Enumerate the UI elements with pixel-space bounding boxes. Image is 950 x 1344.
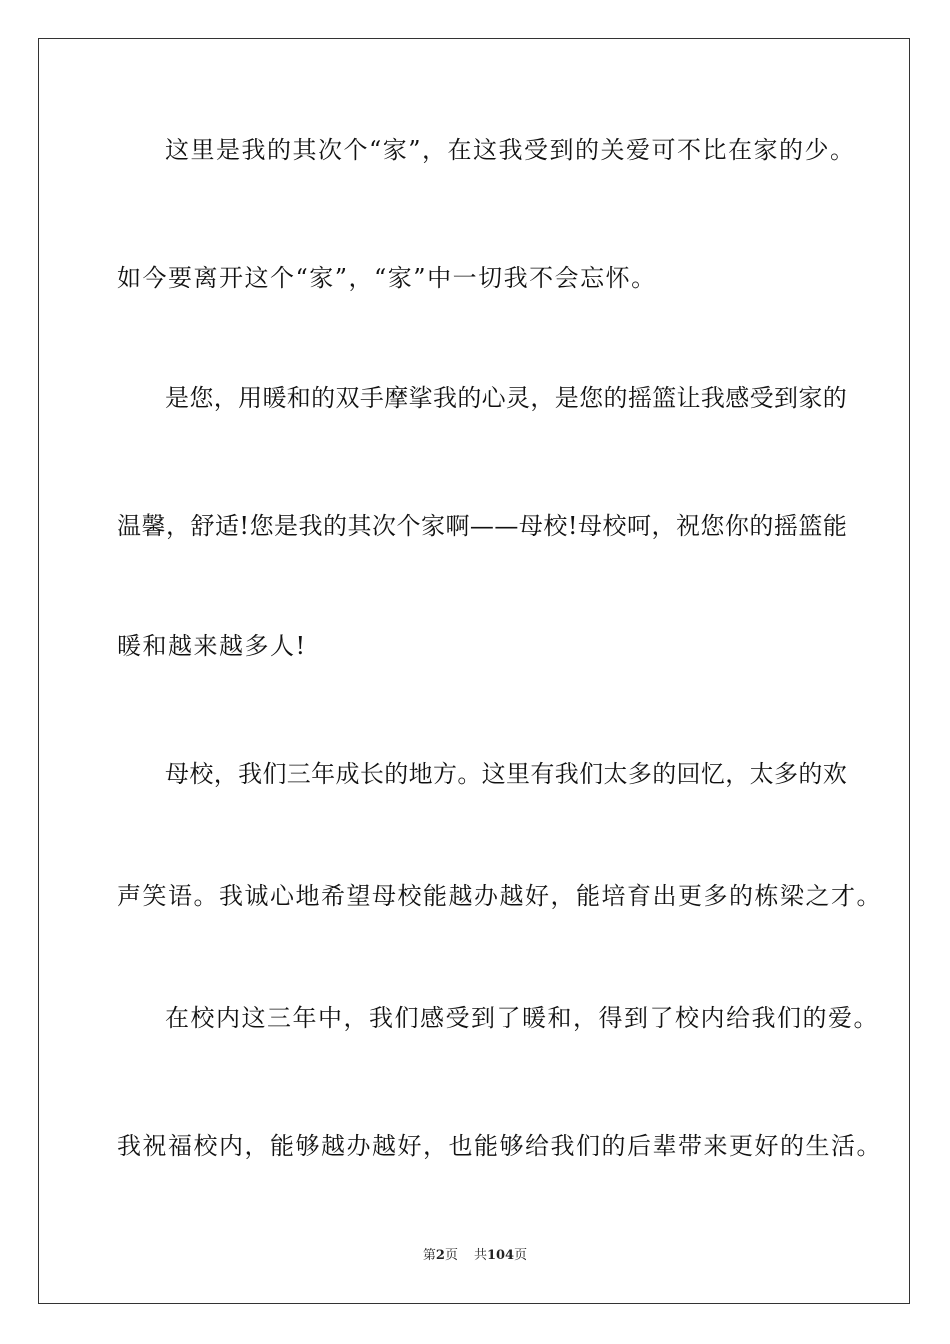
- paragraph-2-line-1: 是 您 ， 用 暖 和 的 双 手 摩 挲 我 的 心 灵 ， 是 您 的 摇 篮 让 我 感 受 到 家 的: [165, 384, 847, 412]
- paragraph-2-line-3: 暖和越来越多人!: [117, 632, 307, 660]
- paragraph-2-line-2: 温 馨 ， 舒 适 ! 您 是 我 的 其 次 个 家 啊 — — 母 校 ! 母 校 呵 ， 祝 您 你 的 摇 篮 能: [117, 512, 847, 540]
- page-label-suffix: 页: [444, 1248, 458, 1263]
- page-border: [38, 38, 910, 1304]
- total-label-prefix: 共: [473, 1248, 487, 1263]
- paragraph-4-line-1: 在校内这三年中，我们感受到了暖和，得到了校内给我们的爱。: [165, 1004, 879, 1032]
- paragraph-3-line-2: 声笑语。我诚心地希望母校能越办越好，能培育出更多的栋梁之才。: [117, 882, 882, 910]
- paragraph-1-line-1: 这里是我的其次个“家”，在这我受到的关爱可不比在家的少。: [165, 136, 856, 164]
- page-footer: [0, 1247, 950, 1265]
- total-pages: 104: [486, 1248, 515, 1263]
- paragraph-1-line-2: 如今要离开这个“家”，“家”中一切我不会忘怀。: [117, 264, 657, 292]
- paragraph-4-line-2: 我祝福校内，能够越办越好，也能够给我们的后辈带来更好的生活。: [117, 1132, 882, 1160]
- total-label-suffix: 页: [514, 1248, 528, 1263]
- paragraph-3-line-1: 母 校 ， 我 们 三 年 成 长 的 地 方 。 这 里 有 我 们 太 多 的 回 忆 ， 太 多 的 欢: [165, 760, 847, 788]
- page-number: 2: [435, 1248, 445, 1263]
- page-label-prefix: 第: [422, 1248, 436, 1263]
